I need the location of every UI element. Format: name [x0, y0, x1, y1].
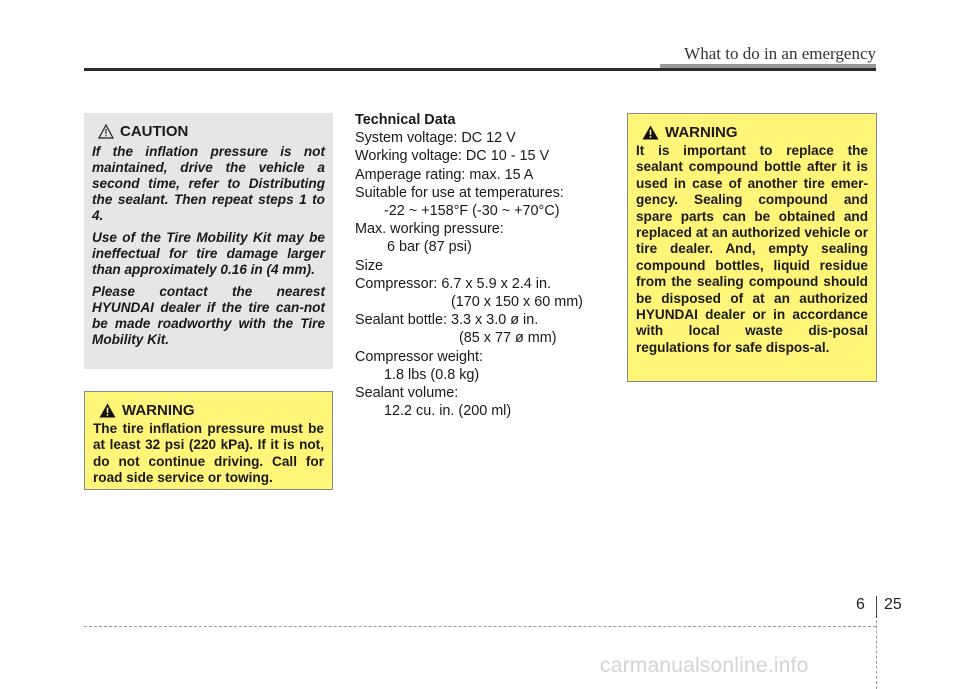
technical-data-title: Technical Data: [355, 112, 456, 128]
sealant-volume: 12.2 cu. in. (200 ml): [384, 403, 512, 420]
warning-box-disposal: [627, 113, 877, 382]
caution-box: [84, 113, 333, 369]
compressor-weight: 1.8 lbs (0.8 kg): [384, 366, 480, 383]
caution-paragraph: Please contact the nearest HYUNDAI dealer if the tire can-not be made roadworthy with the Tire Mobility Kit.: [92, 284, 325, 347]
amperage-rating: Amperage rating: max. 15 A: [355, 166, 534, 183]
warning-heading: [642, 124, 868, 141]
warning-text: It is important to replace the sealant compound bottle after it is used in case of another tire emer-gency. Sealing compound and spare parts can be obtained and replaced at an authorized vehicle or tire dealer. And, empty sealing compound bottles, liquid residue from the sealing compound should be disposed of at an authorized HYUNDAI dealer or in accordance with local waste dis-posal regulations for safe dispos-al.: [636, 143, 868, 355]
sealant-bottle-size-mm: (85 x 77 ø mm): [459, 330, 557, 347]
page-number-separator: [876, 596, 877, 618]
temperature-label: Suitable for use at temperatures:: [355, 184, 564, 201]
compressor-weight-label: Compressor weight:: [355, 348, 483, 365]
section-title: What to do in an emergency: [684, 44, 876, 63]
caution-paragraph: If the inflation pressure is not maintained, drive the vehicle a second time, refer to Distributing the sealant. Then repeat steps 1 to 4.: [92, 144, 325, 223]
sealant-bottle-size: Sealant bottle: 3.3 x 3.0 ø in.: [355, 312, 539, 329]
working-voltage: Working voltage: DC 10 - 15 V: [355, 148, 550, 165]
compressor-size: Compressor: 6.7 x 5.9 x 2.4 in.: [355, 275, 551, 292]
system-voltage: System voltage: DC 12 V: [355, 130, 516, 147]
compressor-size-mm: (170 x 150 x 60 mm): [451, 294, 583, 311]
warning-triangle-icon: [99, 403, 116, 418]
temperature-value: -22 ~ +158°F (-30 ~ +70°C): [384, 203, 560, 220]
warning-triangle-icon: [642, 125, 659, 140]
warning-heading: [99, 402, 324, 419]
warning-label: WARNING: [665, 124, 738, 141]
warning-label: WARNING: [122, 402, 195, 419]
warning-text: The tire inflation pressure must be at least 32 psi (220 kPa). If it is not, do not continue driving. Call for road side service or towing.: [93, 421, 324, 486]
caution-paragraph: Use of the Tire Mobility Kit may be ineffectual for tire damage larger than approximately 0.16 in (4 mm).: [92, 230, 325, 277]
pressure-label: Max. working pressure:: [355, 221, 504, 238]
chapter-number: 6: [856, 596, 865, 613]
caution-triangle-icon: [98, 124, 114, 139]
caution-label: CAUTION: [120, 123, 189, 140]
warning-box-pressure: [84, 391, 333, 490]
watermark: carmanualsonline.info: [600, 654, 809, 677]
page-number: 25: [884, 596, 902, 613]
header-rule: [84, 68, 876, 71]
footer-rule: [84, 626, 876, 627]
pressure-value: 6 bar (87 psi): [387, 239, 472, 256]
sealant-volume-label: Sealant volume:: [355, 385, 459, 402]
caution-heading: [98, 123, 325, 140]
technical-data: [355, 111, 615, 420]
size-label: Size: [355, 257, 383, 274]
